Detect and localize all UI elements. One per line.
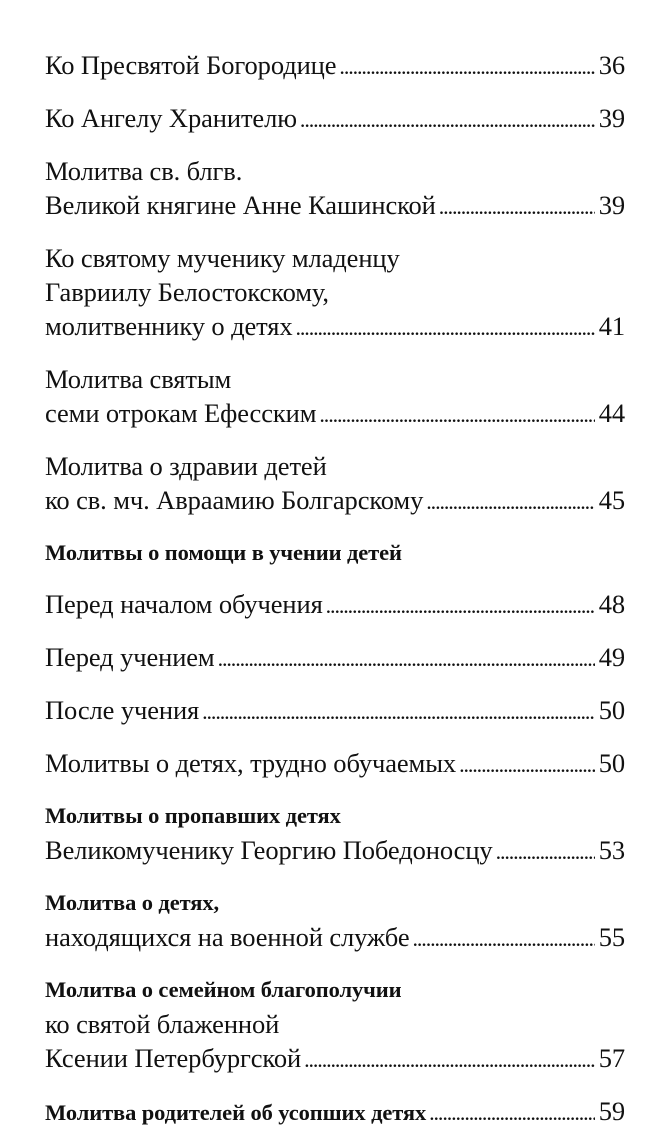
toc-entry-title: ко святой блаженной (45, 1009, 280, 1039)
toc-entry-title: Молитва о здравии детей (45, 451, 327, 481)
dot-leader (202, 695, 595, 729)
toc-entry (45, 920, 625, 956)
toc-entry (45, 640, 625, 676)
dot-leader (339, 50, 594, 84)
toc-page-number: 39 (598, 190, 625, 220)
toc-entry-title: Гавриилу Белостокскому, (45, 277, 329, 307)
dot-leader (296, 311, 595, 345)
toc-entry-title: Молитва родителей об усопших детях (45, 1100, 427, 1125)
toc-section-heading (45, 973, 625, 1007)
toc-page-number: 57 (598, 1043, 625, 1073)
dot-leader (218, 642, 595, 676)
toc-entry-title: Ко Пресвятой Богородице (45, 50, 337, 80)
toc-page-number: 41 (598, 311, 625, 341)
toc-entry-title: Великомученику Георгию Победоносцу (45, 835, 493, 865)
toc-entry-title: Молитва святым (45, 364, 232, 394)
dot-leader (319, 398, 594, 432)
toc-entry-title: Перед учением (45, 642, 215, 672)
dot-leader (496, 835, 595, 869)
toc-entry (45, 101, 625, 137)
toc-section-title: Молитвы о помощи в учении детей (45, 540, 402, 565)
toc-entry (45, 1094, 625, 1130)
dot-leader (300, 103, 595, 137)
toc-entry (45, 746, 625, 782)
toc-page-number: 50 (598, 695, 625, 725)
toc-entry-title: Ко Ангелу Хранителю (45, 103, 297, 133)
toc-section-heading (45, 536, 625, 570)
toc-entry-title: Ко святому мученику младенцу (45, 243, 400, 273)
toc-page-number: 44 (598, 398, 625, 428)
dot-leader (426, 485, 594, 519)
toc-page-number: 55 (598, 922, 625, 952)
dot-leader (413, 922, 595, 956)
toc-section-heading (45, 799, 625, 833)
toc-entry (45, 449, 625, 519)
toc-entry (45, 241, 625, 345)
dot-leader (304, 1043, 595, 1077)
toc-section-title: Молитвы о пропавших детях (45, 803, 341, 828)
toc-entry-title: семи отрокам Ефесским (45, 398, 317, 428)
toc-entry-title: находящихся на военной службе (45, 922, 410, 952)
toc-page-number: 48 (598, 589, 625, 619)
toc-entry-title: Перед началом обучения (45, 589, 323, 619)
toc-entry-title: Ксении Петербургской (45, 1043, 302, 1073)
toc-entry (45, 362, 625, 432)
toc-entry-title: После учения (45, 695, 200, 725)
toc-page-number: 49 (598, 642, 625, 672)
toc-section-heading (45, 886, 625, 920)
toc-entry-title: молитвеннику о детях (45, 311, 293, 341)
toc-section-title: Молитва о детях, (45, 890, 220, 915)
dot-leader (439, 190, 595, 224)
toc-entry-title: Молитва св. блгв. (45, 156, 243, 186)
toc-entry (45, 1007, 625, 1077)
toc-entry-title: ко св. мч. Авраамию Болгарскому (45, 485, 424, 515)
toc-page-number: 50 (598, 748, 625, 778)
toc-entry (45, 833, 625, 869)
toc-entry (45, 693, 625, 729)
table-of-contents (45, 48, 625, 1130)
dot-leader (459, 748, 595, 782)
toc-page-number: 45 (598, 485, 625, 515)
toc-page-number: 39 (598, 103, 625, 133)
toc-page-number: 36 (598, 50, 625, 80)
toc-page-number: 59 (598, 1096, 625, 1126)
dot-leader (326, 589, 595, 623)
toc-entry (45, 154, 625, 224)
toc-entry (45, 48, 625, 84)
toc-section-title: Молитва о семейном благополучии (45, 977, 402, 1002)
dot-leader (429, 1096, 595, 1130)
toc-page-number: 53 (598, 835, 625, 865)
toc-entry (45, 587, 625, 623)
toc-entry-title: Великой княгине Анне Кашинской (45, 190, 436, 220)
toc-entry-title: Молитвы о детях, трудно обучаемых (45, 748, 457, 778)
